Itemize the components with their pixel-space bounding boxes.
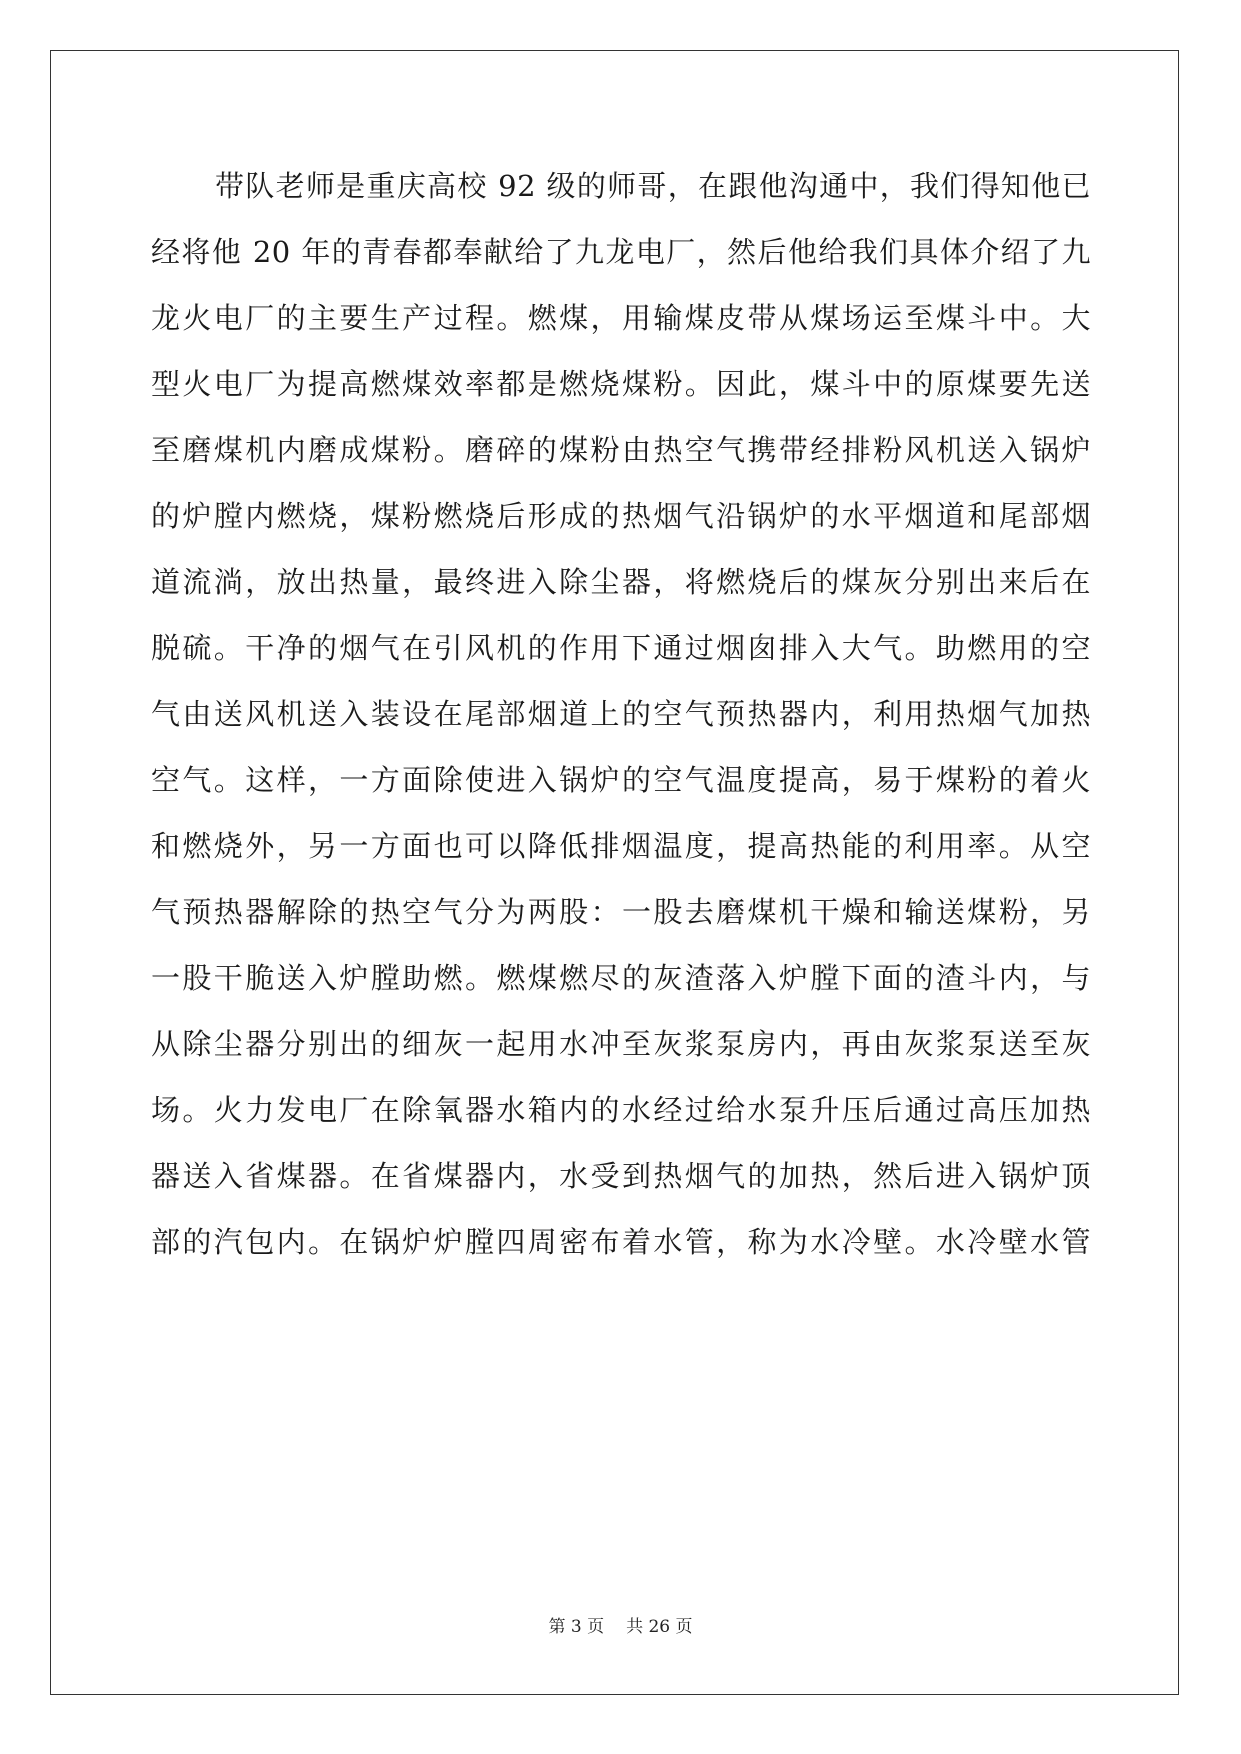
text-line: 经将他 20 年的青春都奉献给了九龙电厂，然后他给我们具体介绍了九 bbox=[151, 235, 1091, 269]
text-line: 带队老师是重庆高校 92 级的师哥，在跟他沟通中，我们得知他已 bbox=[215, 169, 1091, 203]
text-line: 气由送风机送入装设在尾部烟道上的空气预热器内，利用热烟气加热 bbox=[151, 697, 1091, 731]
text-line: 从除尘器分别出的细灰一起用水冲至灰浆泵房内，再由灰浆泵送至灰 bbox=[151, 1027, 1091, 1061]
page-total: 共 26 页 bbox=[626, 1617, 693, 1637]
text-line: 器送入省煤器。在省煤器内，水受到热烟气的加热，然后进入锅炉顶 bbox=[151, 1159, 1091, 1193]
text-line: 一股干脆送入炉膛助燃。燃煤燃尽的灰渣落入炉膛下面的渣斗内，与 bbox=[151, 961, 1091, 995]
page-footer bbox=[0, 1612, 1241, 1637]
page-number: 第 3 页 bbox=[548, 1617, 605, 1637]
text-line: 型火电厂为提高燃煤效率都是燃烧煤粉。因此，煤斗中的原煤要先送 bbox=[151, 367, 1091, 401]
text-line: 场。火力发电厂在除氧器水箱内的水经过给水泵升压后通过高压加热 bbox=[151, 1093, 1091, 1127]
text-line: 气预热器解除的热空气分为两股：一股去磨煤机干燥和输送煤粉，另 bbox=[151, 895, 1091, 929]
text-line: 和燃烧外，另一方面也可以降低排烟温度，提高热能的利用率。从空 bbox=[151, 829, 1091, 863]
text-line: 龙火电厂的主要生产过程。燃煤，用输煤皮带从煤场运至煤斗中。大 bbox=[151, 301, 1091, 335]
text-line: 至磨煤机内磨成煤粉。磨碎的煤粉由热空气携带经排粉风机送入锅炉 bbox=[151, 433, 1091, 467]
text-line: 的炉膛内燃烧，煤粉燃烧后形成的热烟气沿锅炉的水平烟道和尾部烟 bbox=[151, 499, 1091, 533]
body-paragraph bbox=[151, 166, 1091, 1288]
text-line: 脱硫。干净的烟气在引风机的作用下通过烟囱排入大气。助燃用的空 bbox=[151, 631, 1091, 665]
text-line: 空气。这样，一方面除使进入锅炉的空气温度提高，易于煤粉的着火 bbox=[151, 763, 1091, 797]
text-line: 道流淌，放出热量，最终进入除尘器，将燃烧后的煤灰分别出来后在 bbox=[151, 565, 1091, 599]
text-line: 部的汽包内。在锅炉炉膛四周密布着水管，称为水冷壁。水冷壁水管 bbox=[151, 1225, 1091, 1259]
